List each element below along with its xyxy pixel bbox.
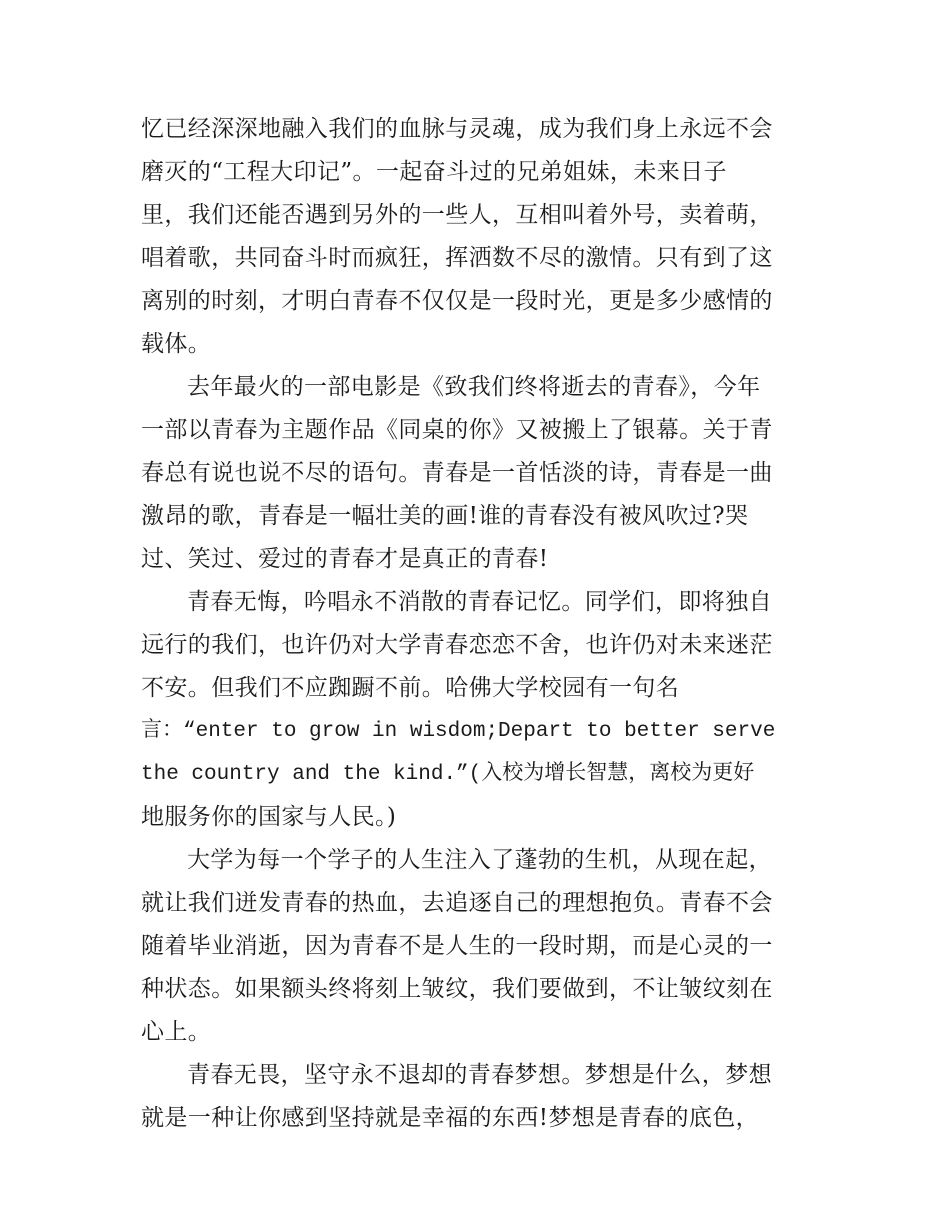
essay-text bbox=[141, 108, 813, 1140]
paragraph-first-line: 去年最火的一部电影是《致我们终将逝去的青春》，今年 bbox=[187, 374, 761, 400]
text-line: 种状态。如果额头终将刻上皱纹，我们要做到，不让皱纹刻在 bbox=[141, 976, 773, 1002]
text-line: 心上。 bbox=[141, 1019, 212, 1045]
text-line: 地服务你的国家与人民。) bbox=[141, 804, 397, 830]
text-line: 远行的我们，也许仍对大学青春恋恋不舍，也许仍对未来迷茫 bbox=[141, 632, 773, 658]
text-line: 载体。 bbox=[141, 331, 212, 357]
paragraph-first-line: 大学为每一个学子的人生注入了蓬勃的生机，从现在起， bbox=[187, 847, 772, 873]
text-line: 唱着歌，共同奋斗时而疯狂，挥洒数不尽的激情。只有到了这 bbox=[141, 245, 773, 271]
paragraph-first-line: 青春无畏，坚守永不退却的青春梦想。梦想是什么，梦想 bbox=[187, 1062, 772, 1088]
text-line: 不安。但我们不应踟蹰不前。哈佛大学校园有一句名 bbox=[141, 675, 680, 701]
text-line: 离别的时刻，才明白青春不仅仅是一段时光，更是多少感情的 bbox=[141, 288, 773, 314]
text-line: 就是一种让你感到坚持就是幸福的东西!梦想是青春的底色， bbox=[141, 1105, 760, 1131]
text-line: 磨灭的“工程大印记”。一起奋斗过的兄弟姐妹，未来日子 bbox=[141, 159, 727, 185]
text-line: 过、笑过、爱过的青春才是真正的青春! bbox=[141, 546, 549, 572]
text-line: 就让我们迸发青春的热血，去追逐自己的理想抱负。青春不会 bbox=[141, 890, 773, 916]
text-line: 一部以青春为主题作品《同桌的你》又被搬上了银幕。关于青 bbox=[141, 417, 773, 443]
text-line: 激昂的歌，青春是一幅壮美的画!谁的青春没有被风吹过?哭 bbox=[141, 503, 749, 529]
text-line: 随着毕业消逝，因为青春不是人生的一段时期，而是心灵的一 bbox=[141, 933, 773, 959]
paragraph-first-line: 青春无悔，吟唱永不消散的青春记忆。同学们，即将独自 bbox=[187, 589, 772, 615]
text-line: 里，我们还能否遇到另外的一些人，互相叫着外号，卖着萌， bbox=[141, 202, 773, 228]
quote-line: the country and the kind.”(入校为增长智慧，离校为更好 bbox=[141, 763, 755, 786]
quote-line: 言：“enter to grow in wisdom;Depart to better serve bbox=[141, 720, 776, 743]
text-line: 忆已经深深地融入我们的血脉与灵魂，成为我们身上永远不会 bbox=[141, 116, 773, 142]
text-line: 春总有说也说不尽的语句。青春是一首恬淡的诗，青春是一曲 bbox=[141, 460, 773, 486]
